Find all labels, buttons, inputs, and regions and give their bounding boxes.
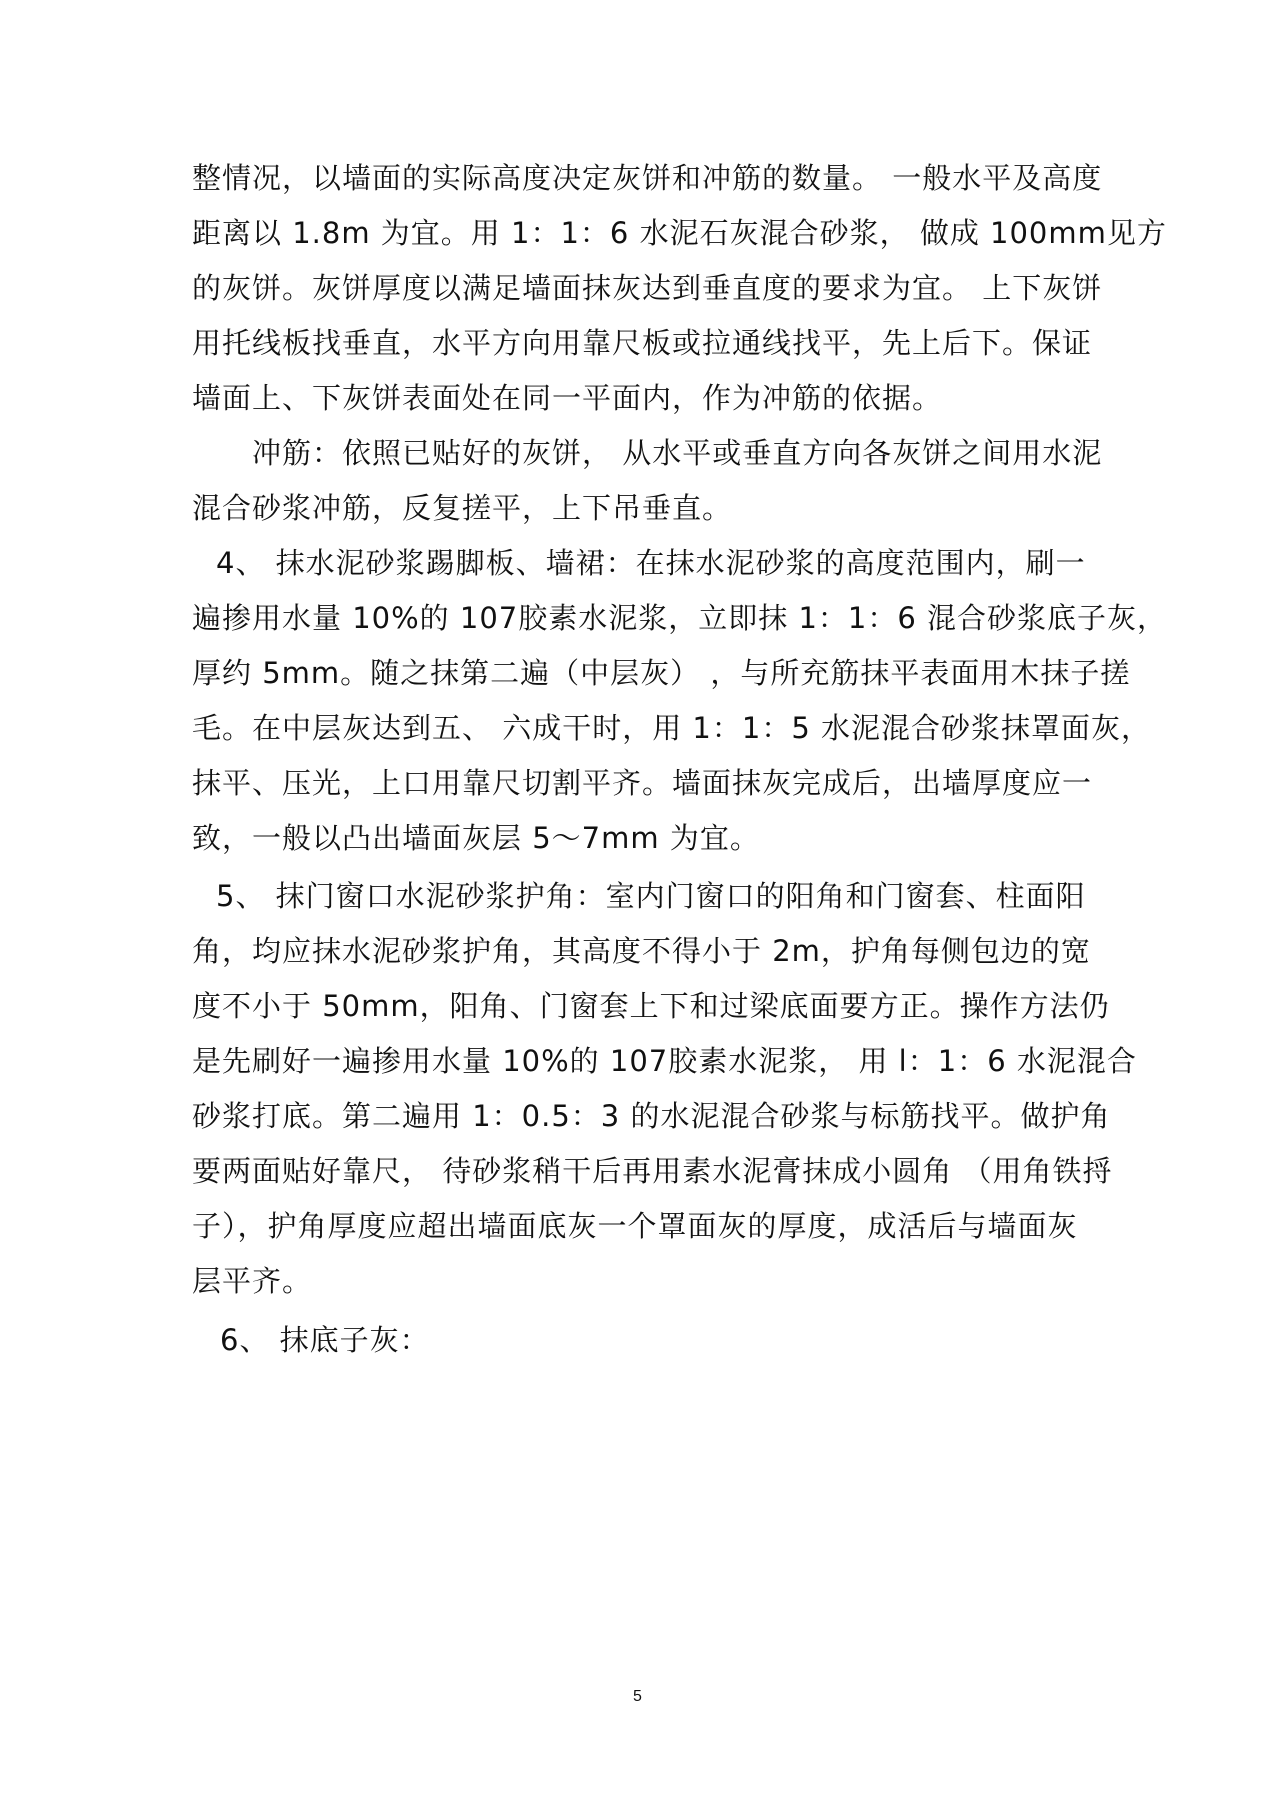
paragraph-first-line: 冲筋：依照已贴好的灰饼， 从水平或垂直方向各灰饼之间用水泥 [252, 436, 1103, 470]
text-line: 的灰饼。灰饼厚度以满足墙面抹灰达到垂直度的要求为宜。 上下灰饼 [192, 271, 1103, 305]
text-line: 毛。在中层灰达到五、 六成干时，用 1：1：5 水泥混合砂浆抹罩面灰， [192, 711, 1152, 745]
numbered-item-5: 5、 抹门窗口水泥砂浆护角：室内门窗口的阳角和门窗套、柱面阳 [216, 879, 1086, 913]
numbered-item-4: 4、 抹水泥砂浆踢脚板、墙裙：在抹水泥砂浆的高度范围内，刷一 [216, 546, 1086, 580]
text-line: 是先刷好一遍掺用水量 10%的 107胶素水泥浆， 用 l：1：6 水泥混合 [192, 1044, 1137, 1078]
text-line: 厚约 5mm。随之抹第二遍（中层灰） ，与所充筋抹平表面用木抹子搓 [192, 656, 1131, 690]
text-line: 度不小于 50mm，阳角、门窗套上下和过梁底面要方正。操作方法仍 [192, 989, 1110, 1023]
page-number: 5 [633, 1688, 642, 1705]
text-line: 要两面贴好靠尺， 待砂浆稍干后再用素水泥膏抹成小圆角 （用角铁捋 [192, 1154, 1113, 1188]
text-line: 砂浆打底。第二遍用 1：0.5：3 的水泥混合砂浆与标筋找平。做护角 [192, 1099, 1111, 1133]
text-line: 墙面上、下灰饼表面处在同一平面内，作为冲筋的依据。 [192, 381, 943, 415]
text-line: 距离以 1.8m 为宜。用 1：1：6 水泥石灰混合砂浆， 做成 100mm见方 [192, 216, 1167, 250]
text-line: 致，一般以凸出墙面灰层 5～7mm 为宜。 [192, 821, 760, 855]
text-line: 整情况，以墙面的实际高度决定灰饼和冲筋的数量。 一般水平及高度 [192, 161, 1103, 195]
text-line: 用托线板找垂直，水平方向用靠尺板或拉通线找平，先上后下。保证 [192, 326, 1093, 360]
numbered-item-6: 6、 抹底子灰： [220, 1323, 430, 1357]
text-line: 抹平、压光，上口用靠尺切割平齐。墙面抹灰完成后，出墙厚度应一 [192, 766, 1093, 800]
text-line: 层平齐。 [192, 1264, 313, 1298]
text-line: 角，均应抹水泥砂浆护角，其高度不得小于 2m，护角每侧包边的宽 [192, 934, 1091, 968]
text-line: 混合砂浆冲筋，反复搓平，上下吊垂直。 [192, 491, 733, 525]
text-line: 子），护角厚度应超出墙面底灰一个罩面灰的厚度，成活后与墙面灰 [192, 1209, 1078, 1243]
text-line: 遍掺用水量 10%的 107胶素水泥浆，立即抹 1：1：6 混合砂浆底子灰， [192, 601, 1168, 635]
